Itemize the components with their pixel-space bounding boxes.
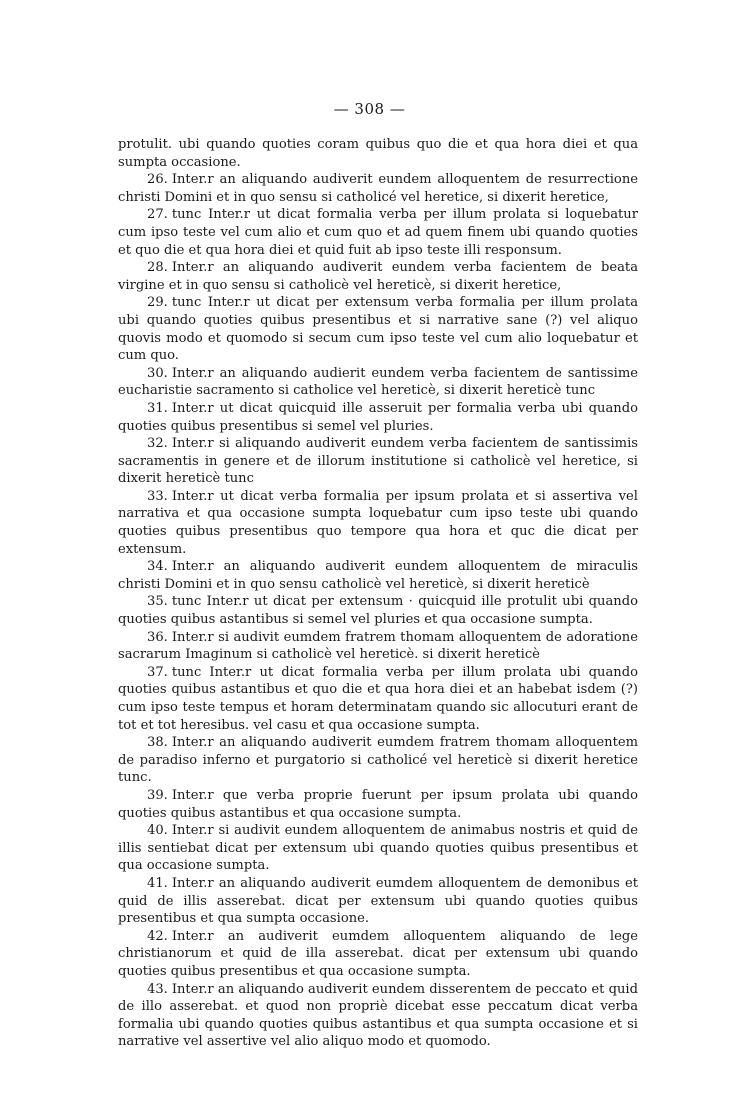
paragraph-34: [118, 558, 638, 593]
paragraph-27: [118, 206, 638, 259]
paragraph-43: [118, 981, 638, 1051]
paragraph-text: Inter.r si aliquando audiverit eundem verba facientem de santissimis sacramentis in genere et de illorum institutione si catholicè vel heretice, si dixerit hereticè tunc: [118, 436, 638, 487]
paragraph-40: [118, 822, 638, 875]
paragraph-number: 32.: [147, 436, 168, 452]
paragraph-text: tunc Inter.r ut dicat formalia verba per illum prolata si loquebatur cum ipso teste vel cum alio et cum quo et ad quem finem ubi quando quoties et quo die et qua hora diei et quid fuit ab ipso teste illi responsum.: [118, 207, 638, 258]
paragraph-text: Inter.r an aliquando audiverit eundem alloquentem de miraculis christi Domini et in quo sensu catholicè vel hereticè, si dixerit hereticè: [118, 559, 638, 592]
paragraph-text: tunc Inter.r ut dicat formalia verba per illum prolata ubi quando quoties quibus astantibus et quo die et qua hora diei et an habebat isdem (?) cum ipso teste tempus et horam determinatam quando sic allocuturi erant de tot et tot heresibus. vel casu et qua occasione sumpta.: [118, 664, 638, 733]
paragraph-35: [118, 593, 638, 628]
paragraph-text: Inter.r an aliquando audiverit eumdem fratrem thomam alloquentem de paradiso inferno et purgatorio si catholicé vel hereticè si dixerit heretice tunc.: [118, 735, 638, 786]
paragraph-38: [118, 734, 638, 787]
paragraph-37: [118, 664, 638, 734]
paragraph-number: 43.: [147, 981, 168, 997]
paragraph-number: 27.: [147, 207, 168, 223]
paragraph-26: [118, 171, 638, 206]
paragraph-number: 28.: [147, 260, 168, 276]
paragraph-29: [118, 294, 638, 364]
document-body: [118, 136, 638, 1051]
paragraph-text: Inter.r an audiverit eumdem alloquentem aliquando de lege christianorum et quid de illa asserebat. dicat per extensum ubi quando quoties quibus presentibus et qua occasione sumpta.: [118, 928, 638, 979]
paragraph-number: 40.: [147, 823, 168, 839]
paragraph-text: Inter.r que verba proprie fuerunt per ipsum prolata ubi quando quoties quibus astantibus et qua occasione sumpta.: [118, 787, 638, 821]
paragraph-31: [118, 400, 638, 435]
paragraph-39: [118, 787, 638, 822]
paragraph-30: [118, 365, 638, 400]
paragraph-number: 26.: [147, 172, 168, 188]
paragraph-36: [118, 629, 638, 664]
paragraph-text: tunc Inter.r ut dicat per extensum · quicquid ille protulit ubi quando quoties quibus astantibus si semel vel pluries et qua occasione sumpta.: [118, 594, 638, 628]
paragraph-text: Inter.r an aliquando audiverit eumdem alloquentem de demonibus et quid de illis asserebat. dicat per extensum ubi quando quoties quibus presentibus et qua sumpta occasione.: [118, 875, 638, 927]
paragraph-number: 38.: [147, 735, 168, 751]
paragraph-number: 36.: [147, 629, 168, 645]
paragraph-number: 37.: [147, 664, 168, 680]
paragraph-42: [118, 928, 638, 981]
paragraph-text: Inter.r an aliquando audiverit eundem disserentem de peccato et quid de illo asserebat. et quod non propriè dicebat esse peccatum dicat verba formalia ubi quando quoties quibus astantibus et qua sumpta occasione et si narrative vel assertive vel alio aliquo modo et quomodo.: [118, 981, 638, 1050]
paragraph-continuation: [118, 136, 638, 171]
paragraph-text: Inter.r si audivit eundem alloquentem de animabus nostris et quid de illis sentiebat dicat per extensum ubi quando quoties quibus presentibus et qua occasione sumpta.: [118, 823, 638, 874]
paragraph-text: Inter.r an aliquando audiverit eundem alloquentem de resurrectione christi Domini et in quo sensu si catholicé vel heretice, si dixerit heretice,: [118, 172, 638, 205]
paragraph-text: Inter.r ut dicat verba formalia per ipsum prolata et si assertiva vel narrativa et qua occasione sumpta loquebatur cum ipso teste ubi quando quoties quibus presentibus quo tempore qua hora et quc die dicat per extensum.: [118, 488, 638, 557]
paragraph-number: 30.: [147, 365, 168, 381]
paragraph-number: 33.: [147, 488, 168, 504]
paragraph-number: 31.: [147, 400, 168, 416]
paragraph-number: 35.: [147, 594, 168, 610]
paragraph-text: Inter.r an aliquando audiverit eundem verba facientem de beata virgine et in quo sensu si catholicè vel hereticè, si dixerit heretice,: [118, 260, 638, 293]
paragraph-33: [118, 488, 638, 558]
paragraph-41: [118, 875, 638, 928]
paragraph-text: tunc Inter.r ut dicat per extensum verba formalia per illum prolata ubi quando quoties quibus presentibus et si narrative sane (?) vel aliquo quovis modo et quomodo si secum cum ipso teste vel cum alio loquebatur et cum quo.: [118, 295, 638, 364]
paragraph-number: 42.: [147, 928, 168, 944]
paragraph-number: 29.: [147, 295, 168, 311]
paragraph-text: Inter.r an aliquando audierit eundem verba facientem de santissime eucharistie sacramento si catholice vel hereticè, si dixerit hereticè tunc: [118, 365, 638, 399]
paragraph-text: Inter.r si audivit eumdem fratrem thomam alloquentem de adoratione sacrarum Imaginum si catholicè vel hereticè. si dixerit hereticè: [118, 629, 638, 663]
paragraph-text: Inter.r ut dicat quicquid ille asseruit per formalia verba ubi quando quoties quibus presentibus si semel vel pluries.: [118, 400, 638, 434]
paragraph-text: protulit. ubi quando quoties coram quibus quo die et qua hora diei et qua sumpta occasione.: [118, 137, 638, 170]
paragraph-number: 41.: [147, 875, 168, 891]
paragraph-number: 39.: [147, 787, 168, 803]
paragraph-number: 34.: [147, 559, 168, 575]
page-number: — 308 —: [333, 100, 406, 118]
paragraph-32: [118, 435, 638, 488]
paragraph-28: [118, 259, 638, 294]
